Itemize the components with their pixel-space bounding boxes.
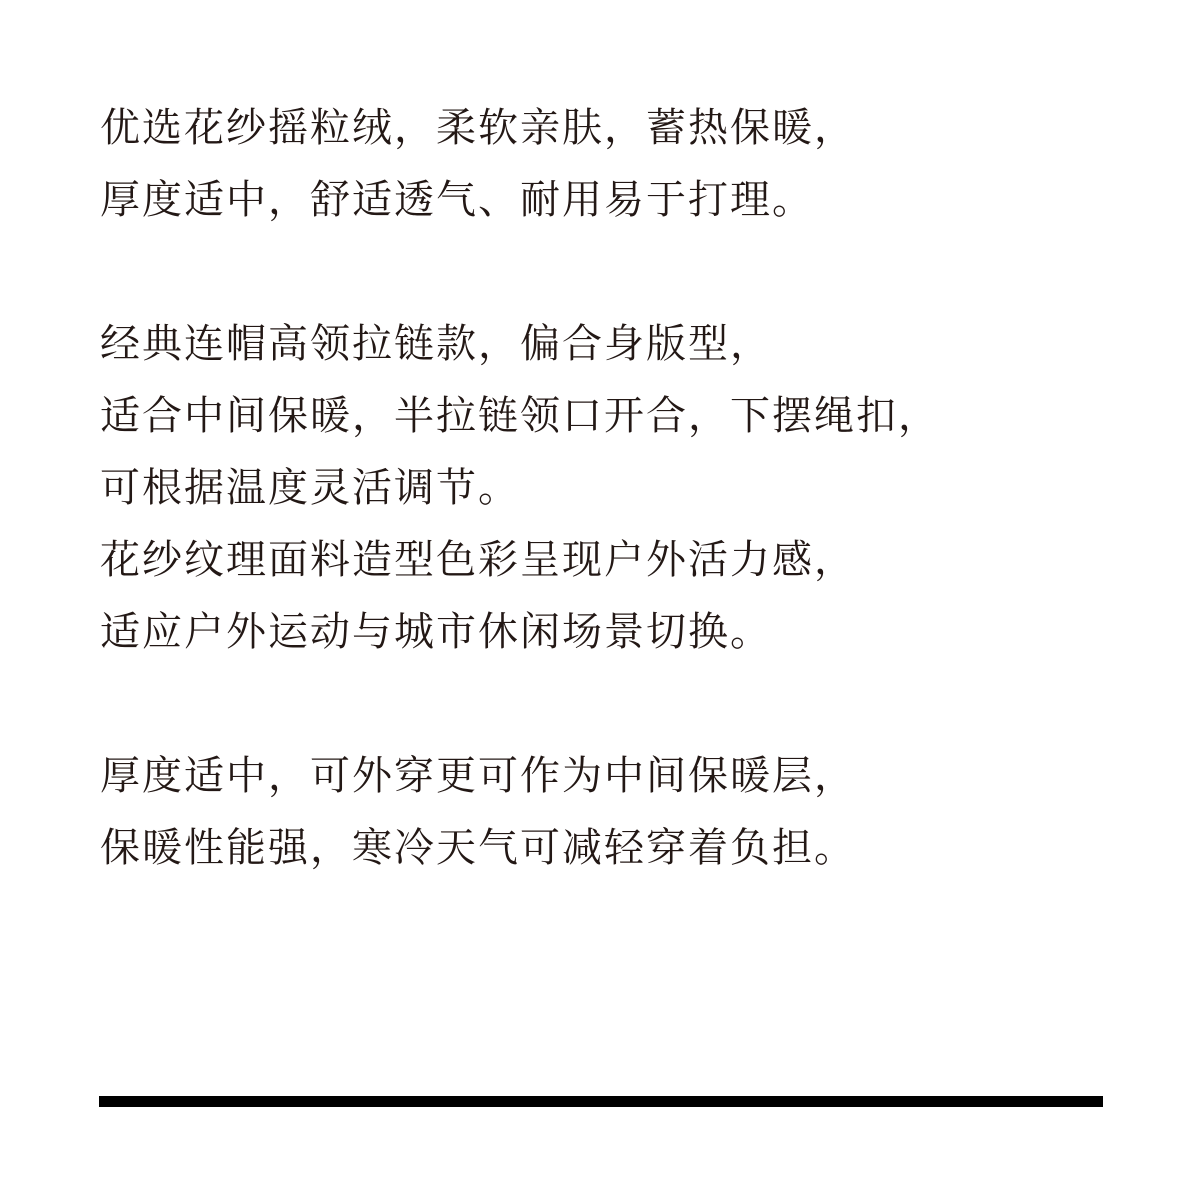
- paragraph-spacer: [100, 236, 1150, 308]
- text-line: 适应户外运动与城市休闲场景切换。: [100, 609, 772, 655]
- text-line: 可根据温度灵活调节。: [100, 465, 520, 511]
- text-line: 花纱纹理面料造型色彩呈现户外活力感，: [100, 537, 856, 583]
- text-line: 厚度适中，舒适透气、耐用易于打理。: [100, 177, 814, 223]
- paragraph-fabric: [100, 92, 1150, 236]
- text-line: 保暖性能强，寒冷天气可减轻穿着负担。: [100, 825, 856, 871]
- text-line: 经典连帽高领拉链款，偏合身版型，: [100, 321, 772, 367]
- text-line: 优选花纱摇粒绒，柔软亲肤，蓄热保暖，: [100, 105, 856, 151]
- text-line: 适合中间保暖，半拉链领口开合，下摆绳扣，: [100, 393, 940, 439]
- bottom-divider: [99, 1096, 1103, 1107]
- paragraph-warmth: [100, 740, 1150, 884]
- text-line: 厚度适中，可外穿更可作为中间保暖层，: [100, 753, 856, 799]
- product-description: [100, 92, 1150, 884]
- paragraph-spacer: [100, 668, 1150, 740]
- paragraph-design: [100, 308, 1150, 668]
